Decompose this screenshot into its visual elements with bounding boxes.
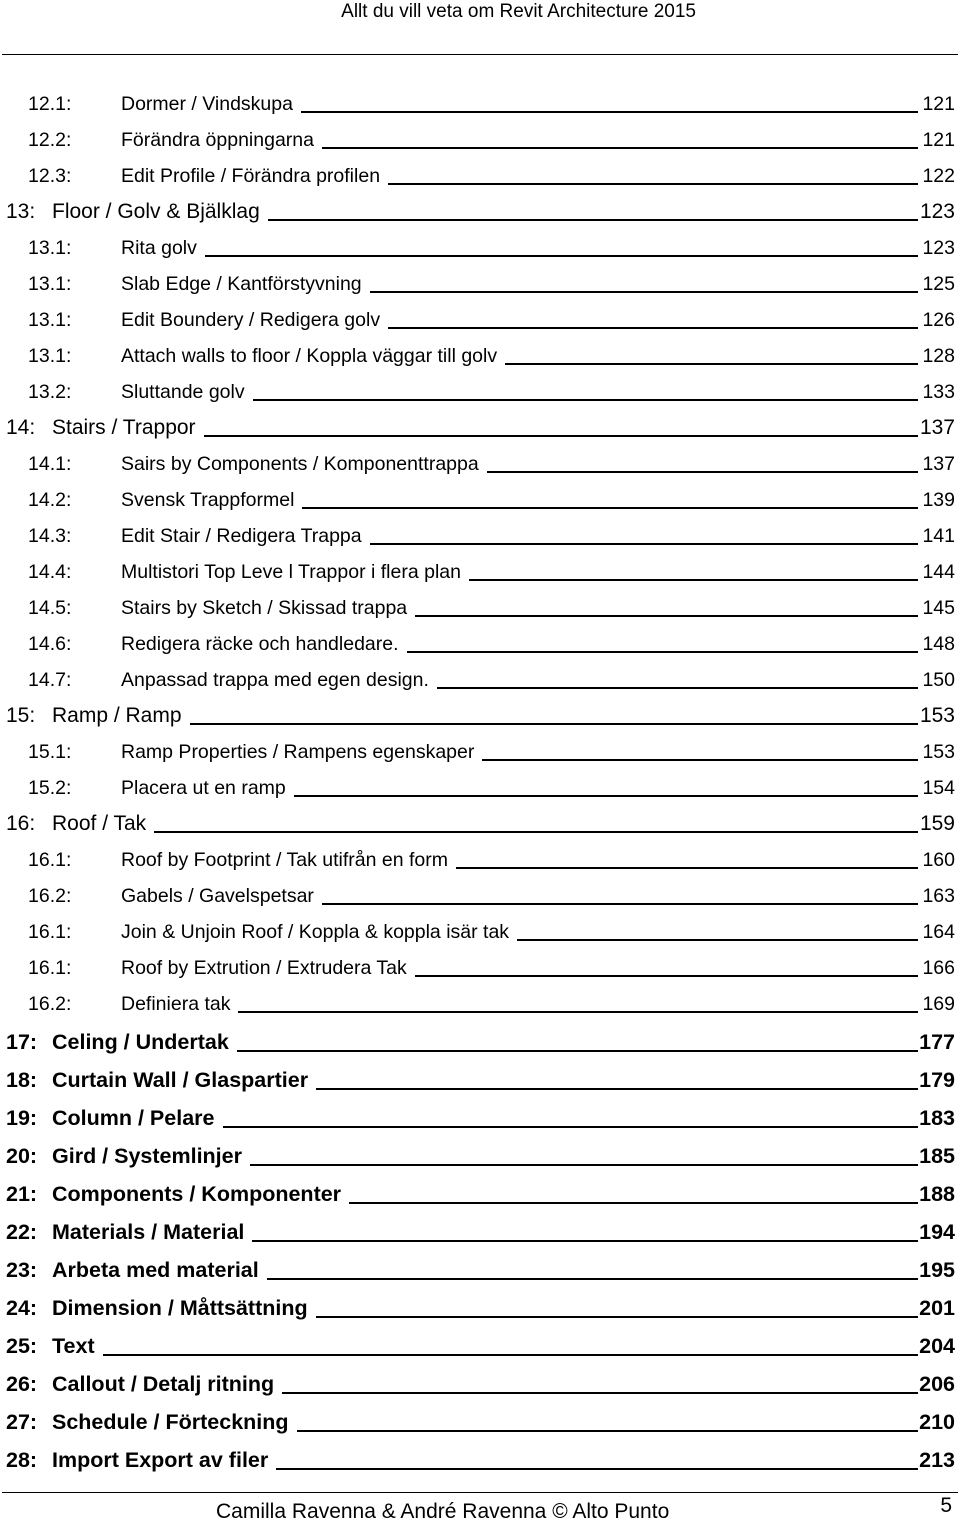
toc-entry-title: Definiera tak (121, 993, 231, 1015)
toc-entry[interactable] (0, 698, 960, 734)
toc-leader-line (103, 1354, 918, 1356)
toc-entry-title: Slab Edge / Kantförstyvning (121, 273, 362, 295)
toc-entry-number: 12.1: (28, 93, 72, 115)
toc-leader-line (253, 399, 918, 401)
toc-leader-line (252, 1240, 918, 1242)
toc-entry[interactable] (0, 734, 960, 770)
toc-entry-number: 21: (6, 1182, 38, 1206)
toc-entry-title: Arbeta med material (52, 1258, 259, 1282)
toc-leader-line (204, 435, 918, 437)
toc-entry-title: Roof by Extrution / Extrudera Tak (121, 957, 407, 979)
toc-entry-title: Join & Unjoin Roof / Koppla & koppla isär tak (121, 921, 510, 943)
toc-entry[interactable] (0, 770, 960, 806)
toc-entry-page: 150 (922, 669, 955, 691)
toc-leader-line (370, 543, 918, 545)
toc-entry-title: Celing / Undertak (52, 1030, 229, 1054)
toc-entry-page: 137 (919, 416, 955, 439)
toc-entry[interactable] (0, 662, 960, 698)
toc-entry-title: Förändra öppningarna (121, 129, 314, 151)
toc-entry-title: Edit Profile / Förändra profilen (121, 165, 381, 187)
toc-entry[interactable] (0, 626, 960, 662)
toc-entry-title: Stairs by Sketch / Skissad trappa (121, 597, 408, 619)
toc-entry-title: Attach walls to floor / Koppla väggar till golv (121, 345, 498, 367)
toc-entry[interactable] (0, 446, 960, 482)
toc-entry-number: 16.2: (28, 993, 72, 1015)
toc-entry-title: Import Export av filer (52, 1448, 269, 1472)
toc-entry-number: 22: (6, 1220, 38, 1244)
toc-entry-number: 14.1: (28, 453, 72, 475)
toc-entry[interactable] (0, 914, 960, 950)
toc-entry[interactable] (0, 986, 960, 1022)
toc-entry-page: 169 (922, 993, 955, 1015)
toc-entry[interactable] (0, 482, 960, 518)
toc-entry-page: 144 (922, 561, 955, 583)
toc-entry[interactable] (0, 1136, 960, 1174)
toc-entry-number: 12.3: (28, 165, 72, 187)
toc-entry[interactable] (0, 1364, 960, 1402)
toc-leader-line (415, 615, 918, 617)
toc-entry[interactable] (0, 302, 960, 338)
toc-entry-number: 13: (6, 200, 36, 223)
toc-entry[interactable] (0, 806, 960, 842)
toc-entry-number: 23: (6, 1258, 38, 1282)
toc-entry-title: Floor / Golv & Bjälklag (52, 200, 260, 223)
toc-entry-title: Materials / Material (52, 1220, 245, 1244)
toc-entry[interactable] (0, 1326, 960, 1364)
toc-entry-number: 15.1: (28, 741, 72, 763)
toc-entry-page: 141 (922, 525, 955, 547)
toc-entry-page: 206 (919, 1372, 955, 1396)
document-title: Allt du vill veta om Revit Architecture 2015 (341, 1, 696, 22)
toc-entry-title: Callout / Detalj ritning (52, 1372, 275, 1396)
toc-entry[interactable] (0, 230, 960, 266)
toc-entry-page: 159 (919, 812, 955, 835)
table-of-contents (0, 86, 960, 1478)
toc-entry-title: Ramp / Ramp (52, 704, 182, 727)
toc-entry-title: Edit Boundery / Redigera golv (121, 309, 381, 331)
toc-entry-page: 133 (922, 381, 955, 403)
toc-leader-line (154, 831, 918, 833)
toc-entry-title: Anpassad trappa med egen design. (121, 669, 429, 691)
toc-entry-number: 15: (6, 704, 36, 727)
toc-entry-page: 121 (922, 129, 955, 151)
toc-entry-page: 148 (922, 633, 955, 655)
toc-entry[interactable] (0, 1212, 960, 1250)
toc-entry-page: 164 (922, 921, 955, 943)
toc-entry-title: Placera ut en ramp (121, 777, 286, 799)
toc-entry-title: Svensk Trappformel (121, 489, 295, 511)
toc-entry-number: 20: (6, 1144, 38, 1168)
toc-entry-title: Sluttande golv (121, 381, 245, 403)
toc-entry[interactable] (0, 1402, 960, 1440)
toc-entry-title: Redigera räcke och handledare. (121, 633, 399, 655)
toc-leader-line (322, 903, 918, 905)
toc-entry-title: Roof by Footprint / Tak utifrån en form (121, 849, 448, 871)
toc-leader-line (437, 687, 918, 689)
toc-entry-number: 13.1: (28, 345, 72, 367)
toc-entry-page: 123 (919, 200, 955, 223)
toc-entry-title: Dimension / Måttsättning (52, 1296, 308, 1320)
toc-entry[interactable] (0, 1250, 960, 1288)
toc-entry-page: 128 (922, 345, 955, 367)
toc-entry-number: 26: (6, 1372, 38, 1396)
toc-entry-number: 19: (6, 1106, 38, 1130)
toc-entry-page: 166 (922, 957, 955, 979)
toc-entry-number: 16.1: (28, 849, 72, 871)
toc-entry-number: 13.1: (28, 273, 72, 295)
footer-divider (2, 1492, 958, 1493)
toc-entry-title: Ramp Properties / Rampens egenskaper (121, 741, 475, 763)
toc-entry-page: 160 (922, 849, 955, 871)
toc-leader-line (349, 1202, 918, 1204)
toc-leader-line (415, 975, 918, 977)
toc-entry[interactable] (0, 122, 960, 158)
toc-entry-page: 145 (922, 597, 955, 619)
toc-entry-number: 14.3: (28, 525, 72, 547)
toc-entry[interactable] (0, 86, 960, 122)
toc-entry-number: 16.2: (28, 885, 72, 907)
toc-entry[interactable] (0, 554, 960, 590)
toc-leader-line (482, 759, 918, 761)
toc-entry-title: Edit Stair / Redigera Trappa (121, 525, 362, 547)
toc-entry-page: 153 (919, 704, 955, 727)
toc-entry-page: 137 (922, 453, 955, 475)
toc-entry-page: 179 (919, 1068, 955, 1092)
page-header (0, 0, 960, 40)
header-divider (2, 54, 958, 55)
toc-entry-title: Stairs / Trappor (52, 416, 196, 439)
toc-entry-title: Gird / Systemlinjer (52, 1144, 242, 1168)
toc-entry[interactable] (0, 1098, 960, 1136)
toc-leader-line (388, 183, 918, 185)
toc-leader-line (238, 1011, 918, 1013)
toc-entry-title: Schedule / Förteckning (52, 1410, 289, 1434)
toc-entry-title: Multistori Top Leve l Trappor i flera plan (121, 561, 461, 583)
toc-leader-line (487, 471, 918, 473)
toc-entry[interactable] (0, 1288, 960, 1326)
toc-entry-page: 126 (922, 309, 955, 331)
toc-entry-page: 204 (919, 1334, 955, 1358)
toc-entry-number: 13.2: (28, 381, 72, 403)
toc-leader-line (268, 219, 918, 221)
toc-entry-title: Dormer / Vindskupa (121, 93, 293, 115)
toc-entry-page: 185 (919, 1144, 955, 1168)
toc-entry-number: 16: (6, 812, 36, 835)
toc-entry-number: 14.2: (28, 489, 72, 511)
toc-leader-line (370, 291, 918, 293)
toc-entry-page: 210 (919, 1410, 955, 1434)
toc-entry-page: 125 (922, 273, 955, 295)
toc-entry-title: Rita golv (121, 237, 197, 259)
toc-entry-title: Gabels / Gavelspetsar (121, 885, 314, 907)
toc-leader-line (223, 1126, 918, 1128)
toc-entry-page: 213 (919, 1448, 955, 1472)
toc-entry-number: 15.2: (28, 777, 72, 799)
toc-entry[interactable] (0, 950, 960, 986)
toc-entry[interactable] (0, 878, 960, 914)
toc-entry-number: 17: (6, 1030, 38, 1054)
toc-entry-page: 183 (919, 1106, 955, 1130)
toc-leader-line (469, 579, 918, 581)
footer-authors: Camilla Ravenna & André Ravenna © Alto Punto (216, 1500, 670, 1523)
toc-entry-title: Roof / Tak (52, 812, 147, 835)
toc-entry-page: 163 (922, 885, 955, 907)
toc-leader-line (267, 1278, 918, 1280)
toc-entry-title: Column / Pelare (52, 1106, 215, 1130)
toc-entry-page: 177 (919, 1030, 955, 1054)
toc-entry[interactable] (0, 590, 960, 626)
toc-entry[interactable] (0, 518, 960, 554)
toc-entry-title: Curtain Wall / Glaspartier (52, 1068, 309, 1092)
toc-entry-number: 14: (6, 416, 36, 439)
toc-entry-number: 14.5: (28, 597, 72, 619)
toc-entry[interactable] (0, 1174, 960, 1212)
toc-entry-page: 122 (922, 165, 955, 187)
toc-leader-line (322, 147, 918, 149)
toc-leader-line (505, 363, 918, 365)
toc-entry-page: 195 (919, 1258, 955, 1282)
toc-entry[interactable] (0, 266, 960, 302)
toc-entry-number: 27: (6, 1410, 38, 1434)
footer-page-number: 5 (940, 1494, 952, 1517)
toc-entry-number: 16.1: (28, 957, 72, 979)
toc-entry-number: 25: (6, 1334, 38, 1358)
toc-leader-line (250, 1164, 918, 1166)
toc-entry-page: 153 (922, 741, 955, 763)
toc-leader-line (276, 1468, 918, 1470)
toc-entry-page: 139 (922, 489, 955, 511)
toc-entry-page: 188 (919, 1182, 955, 1206)
toc-entry[interactable] (0, 410, 960, 446)
toc-entry-page: 121 (922, 93, 955, 115)
toc-entry[interactable] (0, 194, 960, 230)
toc-leader-line (316, 1088, 918, 1090)
toc-entry[interactable] (0, 1440, 960, 1478)
toc-entry-number: 16.1: (28, 921, 72, 943)
toc-entry-page: 123 (922, 237, 955, 259)
toc-leader-line (205, 255, 918, 257)
toc-entry-page: 154 (922, 777, 955, 799)
toc-entry[interactable] (0, 1060, 960, 1098)
toc-leader-line (456, 867, 918, 869)
toc-leader-line (294, 795, 918, 797)
toc-leader-line (297, 1430, 918, 1432)
toc-entry-number: 14.4: (28, 561, 72, 583)
toc-entry[interactable] (0, 338, 960, 374)
toc-entry-page: 201 (919, 1296, 955, 1320)
toc-leader-line (282, 1392, 918, 1394)
toc-leader-line (517, 939, 918, 941)
toc-entry-number: 12.2: (28, 129, 72, 151)
toc-entry[interactable] (0, 842, 960, 878)
toc-entry[interactable] (0, 1022, 960, 1060)
toc-leader-line (302, 507, 918, 509)
toc-entry-number: 14.7: (28, 669, 72, 691)
toc-entry-number: 14.6: (28, 633, 72, 655)
toc-leader-line (388, 327, 918, 329)
toc-entry-number: 24: (6, 1296, 38, 1320)
toc-entry-number: 13.1: (28, 309, 72, 331)
toc-entry-title: Sairs by Components / Komponenttrappa (121, 453, 479, 475)
toc-leader-line (316, 1316, 918, 1318)
toc-entry-number: 18: (6, 1068, 38, 1092)
toc-leader-line (237, 1050, 918, 1052)
toc-entry[interactable] (0, 374, 960, 410)
toc-entry-title: Text (52, 1334, 95, 1358)
toc-entry-page: 194 (919, 1220, 955, 1244)
toc-entry[interactable] (0, 158, 960, 194)
toc-leader-line (190, 723, 918, 725)
toc-leader-line (301, 111, 918, 113)
toc-entry-number: 28: (6, 1448, 38, 1472)
toc-entry-title: Components / Komponenter (52, 1182, 342, 1206)
toc-entry-number: 13.1: (28, 237, 72, 259)
toc-leader-line (407, 651, 918, 653)
